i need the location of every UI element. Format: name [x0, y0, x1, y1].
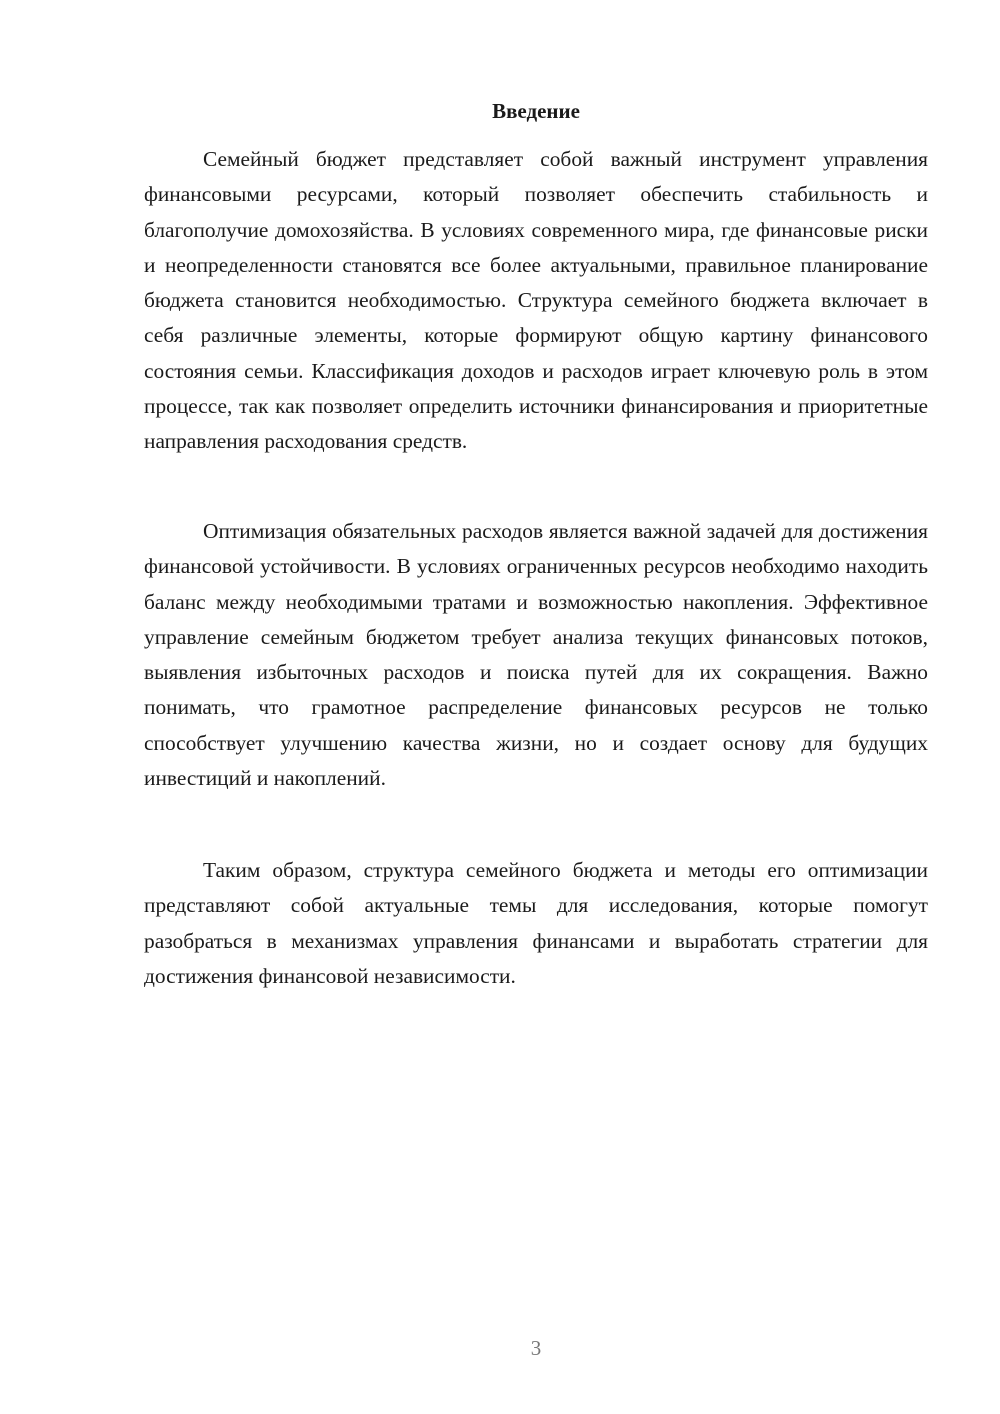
paragraph-introduction-1: Семейный бюджет представляет собой важный инструмент управления финансовыми ресурсами, который позволяет обеспечить стабильность и благополучие домохозяйства. В условиях современного мира, где финансовые риски и неопределенности становятся все более актуальными, правильное планирование бюджета становится необходимостью. Структура семейного бюджета включает в себя различные элементы, которые формируют общую картину финансового состояния семьи. Классификация доходов и расходов играет ключевую роль в этом процессе, так как позволяет определить источники финансирования и приоритетные направления расходования средств.: [144, 147, 928, 454]
paragraph-introduction-2: Оптимизация обязательных расходов является важной задачей для достижения финансовой устойчивости. В условиях ограниченных ресурсов необходимо находить баланс между необходимыми тратами и возможностью накопления. Эффективное управление семейным бюджетом требует анализа текущих финансовых потоков, выявления избыточных расходов и поиска путей для их сокращения. Важно понимать, что грамотное распределение финансовых ресурсов не только способствует улучшению качества жизни, но и создает основу для будущих инвестиций и накоплений.: [144, 519, 928, 791]
page-number: 3: [530, 1336, 542, 1360]
paragraph-introduction-3: Таким образом, структура семейного бюджета и методы его оптимизации представляют собой актуальные темы для исследования, которые помогут разобраться в механизмах управления финансами и выработать стратегии для достижения финансовой независимости.: [144, 858, 928, 988]
page-title: Введение: [492, 99, 580, 123]
